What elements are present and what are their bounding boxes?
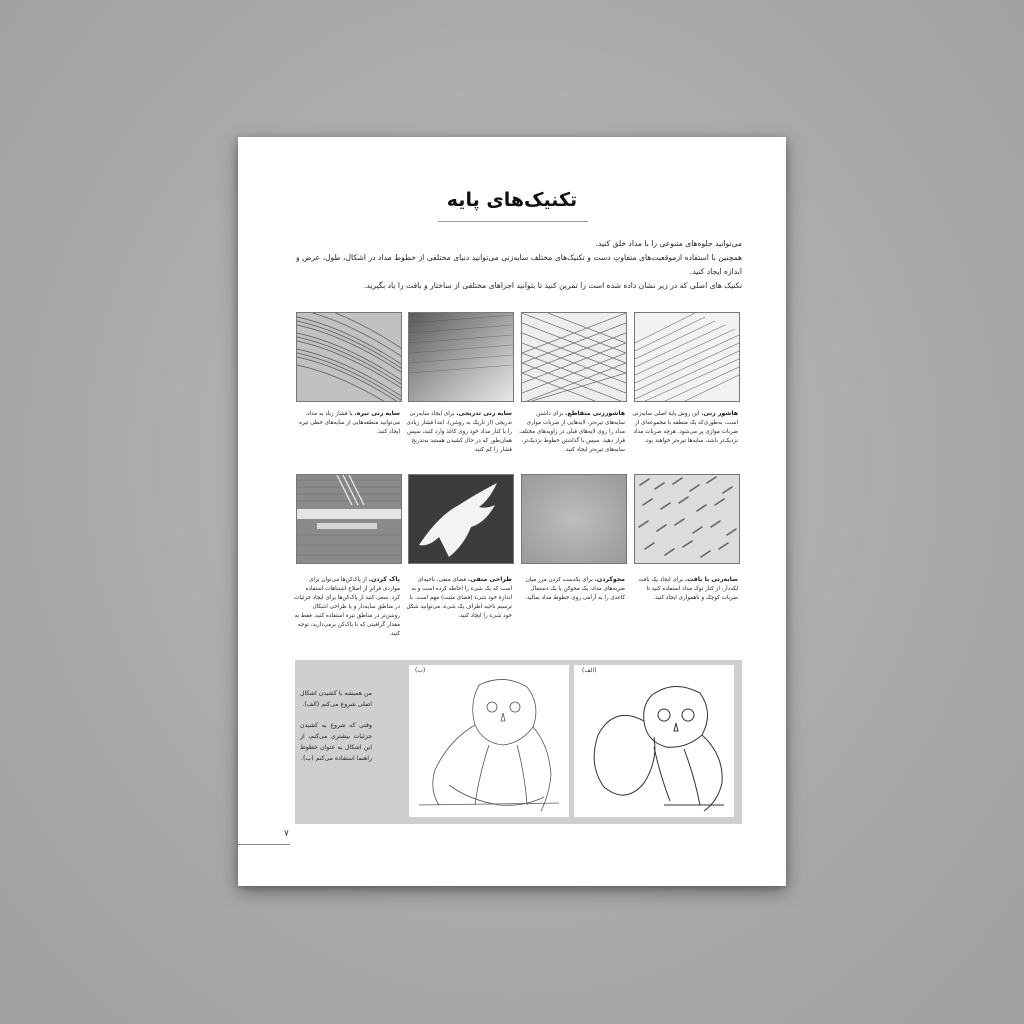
blending-swatch bbox=[521, 474, 627, 564]
intro-line: تکنیک های اصلی که در زیر نشان داده شده است را تمرین کنید تا بتوانید اجراهای مختلفی از ساختار و بافت را یاد بگیرید. bbox=[363, 281, 742, 290]
title-underline bbox=[438, 221, 588, 222]
caption-dark-shading bbox=[294, 409, 400, 437]
intro-line: می‌توانید جلوه‌های متنوعی را با مداد خلق کنید. bbox=[595, 239, 742, 248]
owl-basic-shapes-sketch bbox=[574, 665, 734, 817]
caption-desc: این روش پایهٔ اصلی سایه‌زنی است، به‌طوری‌که یک منطقه با مجموعه‌ای از ضربات موازی پر می‌شود. هرچه ضربات مداد نزدیک‌تر باشد، سایه‌ها تیره‌تر خواهند بود. bbox=[632, 411, 738, 444]
owl-sketch-b bbox=[409, 665, 569, 817]
erasing-swatch bbox=[296, 474, 402, 564]
caption-desc: برای ایجاد یک بافت لکه‌دار، از کنار نوک مداد استفاده کنید تا ضربات کوچک و ناهمواری ایجاد کنید. bbox=[638, 577, 738, 601]
caption-term: محوکردن. bbox=[594, 576, 625, 583]
caption-term: سایه زنی تیره. bbox=[354, 410, 400, 417]
caption-term: هاشور زنی. bbox=[701, 410, 738, 417]
caption-blending bbox=[519, 575, 625, 603]
gradual-shading-swatch bbox=[408, 312, 514, 402]
caption-desc: برای داشتن سایه‌های تیره‌تر، لایه‌هایی از ضربات موازی مداد را روی لایه‌های قبلی در زاویه‌های مختلف قرار دهید. سپس با گذاشتن خطوط نزدیک‌تر، سایه‌های تیره‌تر ایجاد کنید. bbox=[519, 411, 625, 453]
owl-sketch-a bbox=[574, 665, 734, 817]
caption-gradual-shading bbox=[406, 409, 512, 455]
caption-texture-shading bbox=[632, 575, 738, 603]
caption-desc: با فشار زیاد به مداد، می‌توانید منطقه‌هایی از سایه‌های خطی تیره ایجاد کنید. bbox=[299, 411, 400, 435]
caption-erasing bbox=[294, 575, 400, 639]
caption-term: سایه‌زنی با بافت. bbox=[684, 576, 738, 583]
intro-line: همچنین با استفاده ازموقعیت‌های متفاوتِ دست و تکنیک‌های مختلف سایه‌زنی می‌توانید دنیای مختلفی از خطوط مداد در اشکال، طول، عرض و اندازه ایجاد کنید. bbox=[296, 253, 742, 276]
cross-hatching-swatch bbox=[521, 312, 627, 402]
page-number: ۷ bbox=[284, 829, 289, 839]
owl-detailed-sketch bbox=[409, 665, 569, 817]
caption-term: هاشورزنی متقاطع. bbox=[565, 410, 625, 417]
caption-desc: از پاک‌کن‌ها می‌توان برای مواردی فراتر از اصلاح اشتباهات استفاده کرد. سعی کنید از پاک‌کن‌ها برای ایجاد جزئیات در مناطق سایه‌دار و یا طراحی اشکال روشن‌تر در مناطق تیره استفاده کنید. فقط به مقدار گرافیتی که با پاک‌کن برمی‌دارید، توجه کنید. bbox=[294, 577, 400, 637]
panel-label-a: (الف) bbox=[582, 667, 597, 674]
caption-term: طراحی منفی. bbox=[467, 576, 512, 583]
owl-box-text bbox=[300, 688, 372, 774]
caption-cross-hatching bbox=[519, 409, 625, 455]
caption-desc: فضای منفی، ناحیه‌ای است که یک شیء را احاطه کرده است و به اندازهٔ خود شیء (فضای مثبت) مهم است. با ترسیم ناحیه اطراف یک شیء، می‌توانید شکل خود شیء را ایجاد کنید. bbox=[406, 577, 512, 619]
owl-box-paragraph: وقتی که شروع به کشیدن جزئیات بیشتری می‌کنم، از این اشکال به عنوان خطوط راهنما استفاده می‌کنم (ب). bbox=[300, 722, 372, 762]
texture-shading-swatch bbox=[634, 474, 740, 564]
panel-label-b: (ب) bbox=[415, 667, 426, 674]
page-title: تکنیک‌های پایه bbox=[446, 189, 578, 211]
page-number-rule bbox=[238, 844, 290, 845]
caption-negative-drawing bbox=[406, 575, 512, 621]
caption-hatching bbox=[632, 409, 738, 446]
caption-term: پاک کردن. bbox=[368, 576, 400, 583]
caption-term: سایه زنی تدریجی. bbox=[456, 410, 512, 417]
intro-text bbox=[296, 237, 742, 293]
book-page bbox=[238, 137, 786, 886]
negative-drawing-swatch bbox=[408, 474, 514, 564]
caption-desc: برای ایجاد سایه‌زنی تدریجی (از تاریک به روشن)، ابتدا فشار زیادی را با کنار مداد خود روی کاغذ وارد کنید، سپس همان‌طور که در حال کشیدن هستید به‌تدریج فشار را کم کنید. bbox=[406, 411, 512, 453]
caption-desc: برای یکدست کردن مرز میان ضربه‌های مداد، یک محوکن یا یک دستمال کاغذی را به آرامی روی خطوط مداد بمالید. bbox=[525, 577, 625, 601]
owl-box-paragraph: من همیشه با کشیدن اشکال اصلی شروع می‌کنم (الف). bbox=[300, 690, 372, 708]
dark-shading-swatch bbox=[296, 312, 402, 402]
hatching-swatch bbox=[634, 312, 740, 402]
